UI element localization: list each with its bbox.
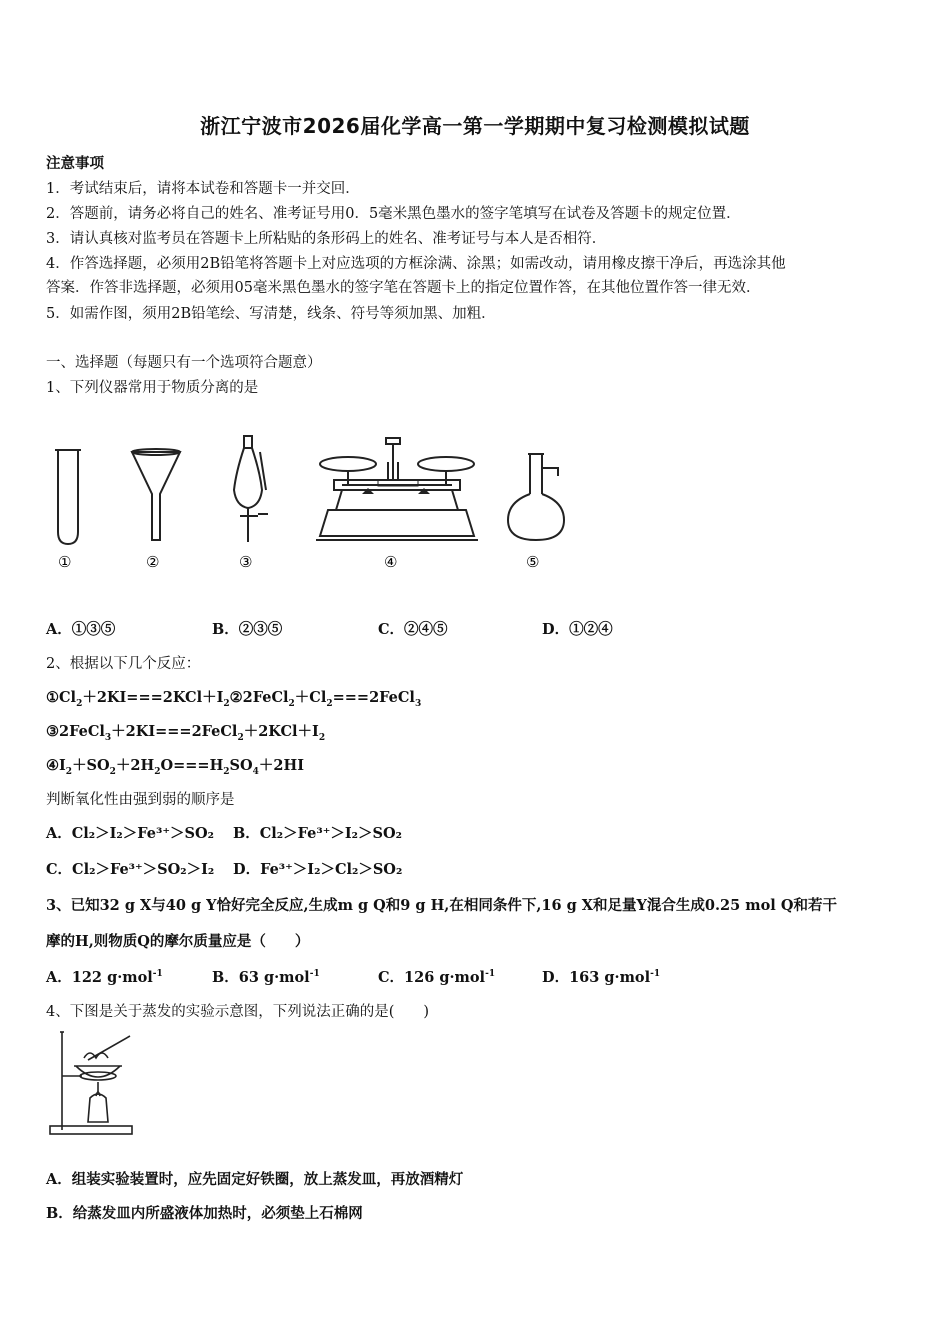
q2-option-b[interactable]: B．Cl₂＞Fe³⁺＞I₂＞SO₂ — [233, 825, 402, 842]
section-heading: 一、选择题（每题只有一个选项符合题意） — [46, 355, 322, 371]
q1-option-a[interactable]: A．①③⑤ — [46, 621, 116, 638]
notice-heading: 注意事项 — [46, 155, 104, 172]
fig-label-4: ④ — [384, 553, 398, 571]
q2-reaction-3: $③2FeCl_3+2KI===2FeCl_2+2KCl+I_2$ — [46, 723, 326, 743]
flask-icon — [508, 454, 564, 540]
q2-ask: 判断氧化性由强到弱的顺序是 — [46, 792, 235, 808]
q4-stem: 4、下图是关于蒸发的实验示意图，下列说法正确的是( ) — [46, 1004, 430, 1020]
q2-option-d[interactable]: D．Fe³⁺＞I₂＞Cl₂＞SO₂ — [233, 861, 403, 878]
notice-item-3: 3．请认真核对监考员在答题卡上所粘贴的条形码上的姓名、准考证号与本人是否相符． — [46, 231, 607, 247]
fig-label-5: ⑤ — [526, 553, 540, 571]
page-title: 浙江宁波市2026届化学高一第一学期期中复习检测模拟试题 — [200, 114, 750, 138]
fig-label-1: ① — [58, 553, 72, 571]
test-tube-icon — [55, 450, 81, 544]
separatory-funnel-icon — [234, 436, 268, 542]
q2-stem: 2、根据以下几个反应： — [46, 656, 201, 672]
fig-label-2: ② — [146, 553, 160, 571]
notice-item-2: 2．答题前，请务必将自己的姓名、准考证号用0．5毫米黑色墨水的签字笔填写在试卷及答题卡的规定位置． — [46, 206, 741, 222]
balance-icon — [316, 438, 478, 540]
notice-item-4: 4．作答选择题，必须用2B铅笔将答题卡上对应选项的方框涂满、涂黑；如需改动，请用橡皮擦干净后，再选涂其他 — [46, 256, 786, 272]
notice-item-4-cont: 答案．作答非选择题，必须用05毫米黑色墨水的签字笔在答题卡上的指定位置作答，在其他位置作答一律无效． — [46, 280, 761, 296]
q2-reactions-1-2: $①Cl_2+2KI===2KCl+I_2②2FeCl_2+Cl_2===2FeCl_3$ — [46, 689, 422, 709]
q1-stem: 1、下列仪器常用于物质分离的是 — [46, 380, 259, 396]
q4-option-a[interactable]: A．组装实验装置时，应先固定好铁圈，放上蒸发皿，再放酒精灯 — [46, 1171, 464, 1188]
fig-label-3: ③ — [239, 553, 253, 571]
q3-line-1: 3、已知32 g X与40 g Y恰好完全反应,生成m g Q和9 g H,在相同条件下,16 g X和足量Y混合生成0.25 mol Q和若干 — [46, 897, 837, 914]
q1-option-b[interactable]: B．②③⑤ — [212, 621, 283, 638]
q1-option-c[interactable]: C．②④⑤ — [378, 621, 448, 638]
q3-option-a[interactable]: A．122 g·mol$^{-1}$ — [46, 969, 163, 986]
funnel-icon — [132, 449, 180, 540]
notice-item-1: 1．考试结束后，请将本试卷和答题卡一并交回． — [46, 181, 360, 197]
q3-option-d[interactable]: D．163 g·mol$^{-1}$ — [542, 969, 661, 986]
q3-option-b[interactable]: B．63 g·mol$^{-1}$ — [212, 969, 320, 986]
q2-reaction-4: $④I_2+SO_2+2H_2O===H_2SO_4+2HI$ — [46, 757, 304, 777]
q3-line-2: 摩的H,则物质Q的摩尔质量应是（ ） — [46, 933, 310, 950]
q4-option-b[interactable]: B．给蒸发皿内所盛液体加热时，必须垫上石棉网 — [46, 1205, 363, 1222]
q3-option-c[interactable]: C．126 g·mol$^{-1}$ — [378, 969, 496, 986]
evaporation-setup-icon — [50, 1032, 132, 1134]
apparatus-figure — [46, 432, 576, 584]
evaporation-apparatus-figure — [48, 1030, 134, 1138]
q1-option-d[interactable]: D．①②④ — [542, 621, 613, 638]
q2-option-a[interactable]: A．Cl₂＞I₂＞Fe³⁺＞SO₂ — [46, 825, 214, 842]
q2-option-c[interactable]: C．Cl₂＞Fe³⁺＞SO₂＞I₂ — [46, 861, 215, 878]
notice-item-5: 5．如需作图，须用2B铅笔绘、写清楚，线条、符号等须加黑、加粗． — [46, 306, 496, 322]
